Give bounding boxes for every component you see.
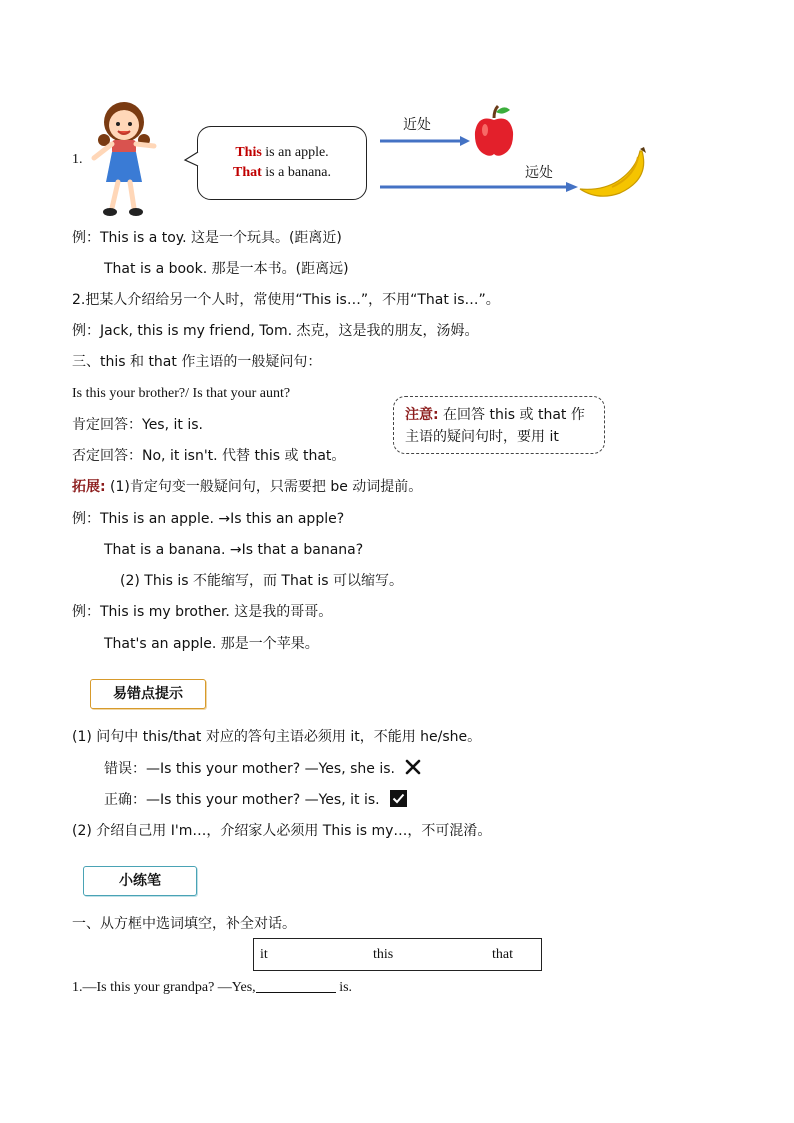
practice-title: 小练笔 <box>119 873 161 889</box>
practice-question1 <box>72 978 352 998</box>
mistakes-tag <box>90 679 206 709</box>
this-word: This <box>235 145 262 160</box>
word-bank-this: this <box>373 947 394 962</box>
extension-rule2: (2) This is 不能缩写，而 That is 可以缩写。 <box>120 573 404 589</box>
item-number: 1. <box>72 152 83 167</box>
word-bank-it: it <box>260 947 268 962</box>
right-example <box>104 790 407 810</box>
far-label: 远处 <box>525 165 553 181</box>
banana-icon <box>578 145 650 201</box>
negative-answer: 否定回答：No, it isn't. 代替 this 或 that。 <box>72 448 346 464</box>
that-word: That <box>233 165 262 180</box>
example-jack: 例：Jack, this is my friend, Tom. 杰克，这是我的朋友，汤姆。 <box>72 323 479 339</box>
cross-icon <box>405 759 421 775</box>
note-line1 <box>405 405 585 425</box>
bubble-tail <box>183 150 201 170</box>
bubble-line1-rest: is an apple. <box>261 145 329 160</box>
affirmative-answer: 肯定回答：Yes, it is. <box>72 417 203 433</box>
extension-label: 拓展: <box>72 479 106 495</box>
answer-blank[interactable] <box>256 978 336 993</box>
rule-introduce: 2.把某人介绍给另一个人时，常使用“This is…”，不用“That is…”。 <box>72 292 500 308</box>
far-arrow <box>380 180 580 194</box>
girl-illustration <box>88 96 168 220</box>
question-example: Is this your brother?/ Is that your aunt? <box>72 386 291 401</box>
note-line2: 主语的疑问句时，要用 it <box>405 429 559 445</box>
word-bank-that: that <box>492 947 513 962</box>
right-example-text: 正确：—Is this your mother? —Yes, it is. <box>104 792 380 808</box>
extension-rule1 <box>72 477 422 497</box>
checkbox-check-icon <box>390 790 407 807</box>
word-bank-box <box>253 938 542 971</box>
mistake-point2: (2) 介绍自己用 I'm…，介绍家人必须用 This is my…，不可混淆。 <box>72 823 492 839</box>
section-three-heading: 三、this 和 that 作主语的一般疑问句： <box>72 354 322 370</box>
practice-tag <box>83 866 197 896</box>
note-line1-text: 在回答 this 或 that 作 <box>438 407 585 423</box>
mistake-point1: (1) 问句中 this/that 对应的答句主语必须用 it，不能用 he/she。 <box>72 729 482 745</box>
example-book: That is a book. 那是一本书。(距离远) <box>104 261 349 277</box>
apple-icon <box>472 102 516 158</box>
example-apple-short: That's an apple. 那是一个苹果。 <box>104 636 319 652</box>
note-label: 注意: <box>405 407 439 423</box>
bubble-line-this <box>198 145 366 161</box>
example-toy: 例：This is a toy. 这是一个玩具。(距离近) <box>72 230 342 246</box>
example-banana-question: That is a banana. →Is that a banana? <box>104 542 364 558</box>
wrong-example <box>104 759 421 779</box>
bubble-line2-rest: is a banana. <box>261 165 331 180</box>
wrong-example-text: 错误：—Is this your mother? —Yes, she is. <box>104 761 395 777</box>
practice-instruction: 一、从方框中选词填空，补全对话。 <box>72 916 296 932</box>
question1-suffix: is. <box>335 980 353 995</box>
near-label: 近处 <box>403 117 431 133</box>
note-box <box>393 396 605 454</box>
question1-prompt: 1.—Is this your grandpa? —Yes, <box>72 980 256 995</box>
example-apple-question: 例：This is an apple. →Is this an apple? <box>72 511 345 527</box>
mistakes-title: 易错点提示 <box>113 686 183 702</box>
speech-bubble <box>197 126 367 200</box>
example-brother: 例：This is my brother. 这是我的哥哥。 <box>72 604 333 620</box>
bubble-line-that <box>198 165 366 181</box>
extension-text: (1)肯定句变一般疑问句，只需要把 be 动词提前。 <box>105 479 423 495</box>
near-arrow <box>380 134 472 148</box>
